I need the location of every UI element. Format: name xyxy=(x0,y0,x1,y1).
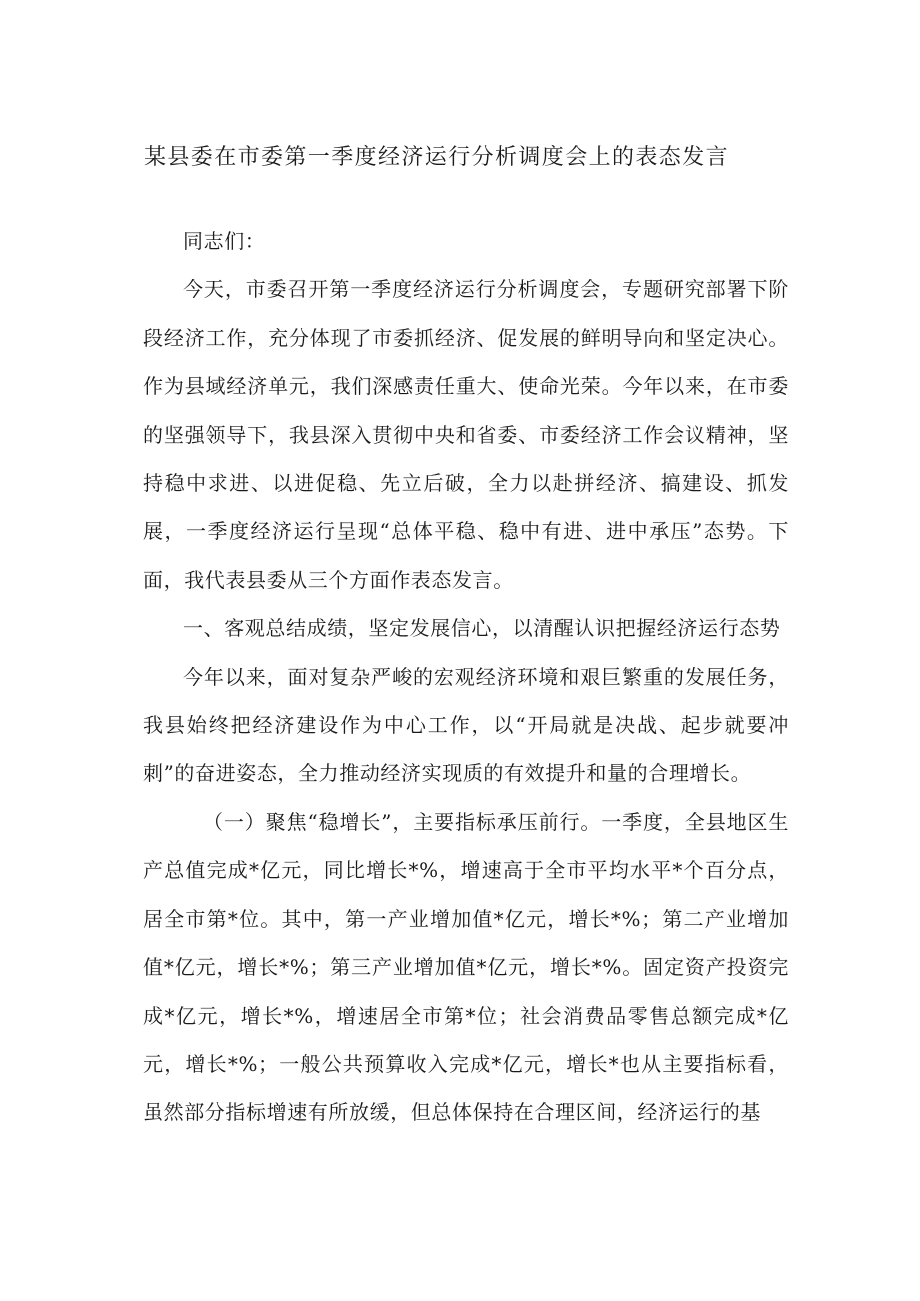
intro-paragraph: 今天，市委召开第一季度经济运行分析调度会，专题研究部署下阶段经济工作，充分体现了市委抓经济、促发展的鲜明导向和坚定决心。作为县域经济单元，我们深感责任重大、使命光荣。今年以来，在市委的坚强领导下，我县深入贯彻中央和省委、市委经济工作会议精神，坚持稳中求进、以进促稳、先立后破，全力以赴拼经济、搞建设、抓发展，一季度经济运行呈现“总体平稳、稳中有进、进中承压”态势。下面，我代表县委从三个方面作表态发言。 xyxy=(143,277,789,592)
salutation-paragraph: 同志们： xyxy=(183,229,266,253)
subsection-1-paragraph: （一）聚焦“稳增长”，主要指标承压前行。一季度，全县地区生产总值完成*亿元，同比增长*%，增速高于全市平均水平*个百分点，居全市第*位。其中，第一产业增加值*亿元，增长*%；第二产业增加值*亿元，增长*%；第三产业增加值*亿元，增长*%。固定资产投资完成*亿元，增长*%，增速居全市第*位；社会消费品零售总额完成*亿元，增长*%；一般公共预算收入完成*亿元，增长*也从主要指标看，虽然部分指标增速有所放缓，但总体保持在合理区间，经济运行的基 xyxy=(143,809,790,1125)
document-title: 某县委在市委第一季度经济运行分析调度会上的表态发言 xyxy=(144,145,730,170)
section-1-paragraph: 今年以来，面对复杂严峻的宏观经济环境和艰巨繁重的发展任务，我县始终把经济建设作为中心工作，以“开局就是决战、起步就要冲刺”的奋进姿态，全力推动经济实现质的有效提升和量的合理增长。 xyxy=(143,664,789,786)
document-body xyxy=(143,217,789,1137)
section-heading-1: 一、客观总结成绩，坚定发展信心，以清醒认识把握经济运行态势 xyxy=(183,616,781,641)
